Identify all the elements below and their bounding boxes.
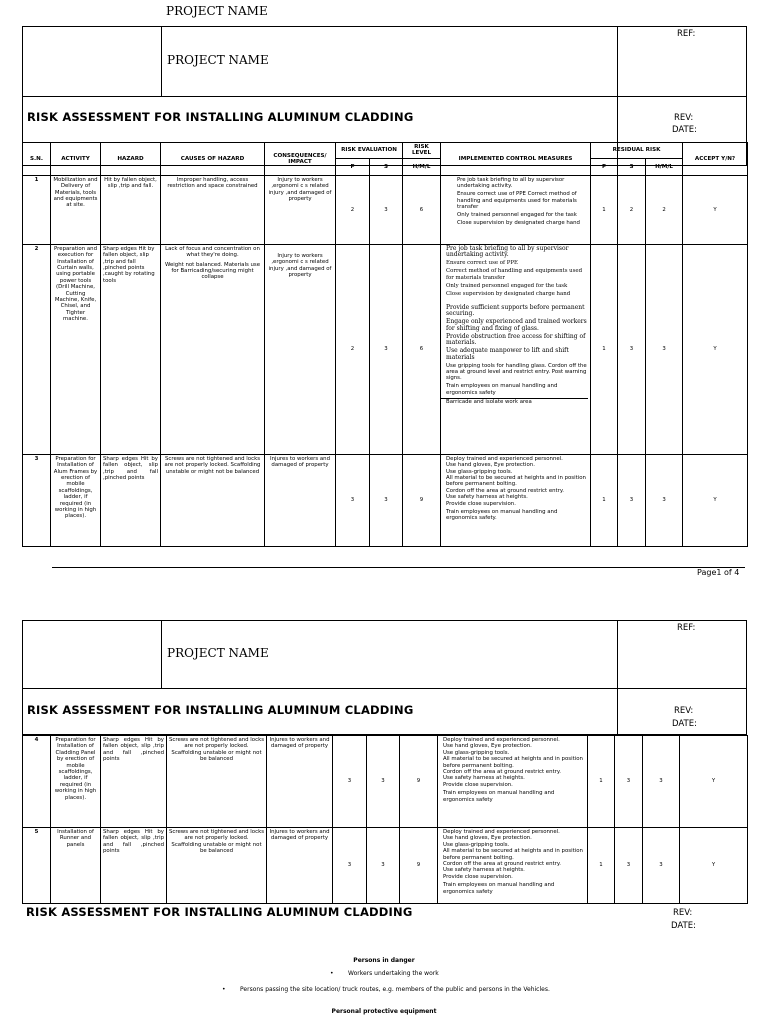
row-causes: Screws are not tightened and locks are not properly locked. Scaffolding unstable or might not be balanced <box>161 454 265 546</box>
row-res-level: 2 <box>646 175 683 244</box>
control-item: Pre job task briefing to all by supervisor undertaking activity. <box>446 244 569 259</box>
control-item: Only trained personnel engaged for the task <box>446 282 568 289</box>
row-hazard: Sharp edges Hit by fallen object, slip ,trip and fall ,pinched points <box>101 454 161 546</box>
row-sn: 5 <box>23 828 51 904</box>
header-project-name: PROJECT NAME <box>167 53 269 67</box>
footer-divider <box>52 567 745 568</box>
control-item: Use glass-gripping tools. <box>446 468 513 475</box>
control-item: Barricade and isolate work area <box>441 398 588 405</box>
date-label: DATE: <box>671 921 696 931</box>
row-causes <box>161 244 265 454</box>
control-item: Use safety harness at heights. <box>443 867 525 874</box>
row-res-level: 3 <box>643 828 680 904</box>
control-item: Close supervision by designated charge hand <box>457 220 580 227</box>
row-level: 6 <box>403 175 441 244</box>
control-item: Use safety harness at heights. <box>443 775 525 782</box>
row-s: 3 <box>367 736 400 828</box>
control-item: Use hand gloves, Eye protection. <box>443 743 532 750</box>
persons-heading: Persons in danger <box>353 957 415 964</box>
col-causes: CAUSES OF HAZARD <box>161 143 265 176</box>
row-res-s: 3 <box>618 244 646 454</box>
table-row <box>23 828 748 904</box>
rev-label: REV: <box>674 706 694 716</box>
control-item: All material to be secured at heights and in position before permanent bolting. <box>443 756 583 769</box>
row-res-p: 1 <box>591 175 618 244</box>
col-accept: ACCEPT Y/N? <box>683 143 748 176</box>
table-row <box>23 736 748 828</box>
table-row <box>23 454 748 546</box>
row-hazard: Hit by fallen object, slip ,trip and fall. <box>101 175 161 244</box>
row-consequences: Injury to workers ,ergonomi c s related injury ,and damaged of property <box>265 175 336 244</box>
header-box-2 <box>22 620 747 735</box>
page-number: Page1 of 4 <box>697 568 740 577</box>
row-p: 2 <box>336 244 370 454</box>
control-item: Use safety harness at heights. <box>446 494 528 501</box>
row-level: 6 <box>403 244 441 454</box>
row-sn: 2 <box>23 244 51 454</box>
col-hml: H/M/L <box>403 158 441 175</box>
row-p: 2 <box>336 175 370 244</box>
document-title-repeat: RISK ASSESSMENT FOR INSTALLING ALUMINUM CLADDING <box>26 905 413 919</box>
row-accept: Y <box>683 244 748 454</box>
risk-table-page1 <box>22 142 748 547</box>
col-res-s: S <box>618 158 646 175</box>
row-res-p: 1 <box>588 828 615 904</box>
row-accept: Y <box>680 736 748 828</box>
row-res-s: 3 <box>615 828 643 904</box>
control-item: Train employees on manual handling and ergonomics safety <box>443 790 555 803</box>
control-item: Train employees on manual handling and ergonomics safety. <box>446 509 558 522</box>
row-activity: Preparation for Installation of Alum Frames by erection of mobile scaffoldings, ladder, if required (in working in high places). <box>51 454 101 546</box>
row-s: 3 <box>370 244 403 454</box>
row-p: 3 <box>336 454 370 546</box>
row-p: 3 <box>333 828 367 904</box>
row-res-level: 3 <box>646 454 683 546</box>
cause-text: Weight not balanced. Materials use for Barricading/securing might collapse <box>164 261 261 281</box>
row-res-s: 3 <box>618 454 646 546</box>
row-hazard: Sharp edges Hit by fallen object, slip ,trip and fall ,pinched points ,caught by rotating tools <box>101 244 161 454</box>
row-res-p: 1 <box>591 244 618 454</box>
row-controls <box>441 454 591 546</box>
control-item: Use hand gloves, Eye protection. <box>446 462 535 469</box>
row-causes: Improper handling, access restriction and space constrained <box>161 175 265 244</box>
row-causes: Screws are not tightened and locks are not properly locked. Scaffolding unstable or might not be balanced <box>167 736 267 828</box>
col-sn: S.N. <box>23 143 51 176</box>
control-item: Train employees on manual handling and ergonomics safety <box>446 383 558 396</box>
row-level: 9 <box>400 736 438 828</box>
rev-label: REV: <box>673 908 693 918</box>
row-res-level: 3 <box>643 736 680 828</box>
control-item: Use glass-gripping tools. <box>443 841 510 848</box>
row-controls <box>438 736 588 828</box>
control-item: Provide obstruction free access for shifting of materials. <box>446 332 586 347</box>
row-level: 9 <box>400 828 438 904</box>
rev-label: REV: <box>674 113 694 123</box>
person-item: Workers undertaking the work <box>348 970 439 977</box>
control-item: Ensure correct use of PPE Correct method of handling and equipments used for materials transfer <box>457 191 577 211</box>
col-controls: IMPLEMENTED CONTROL MEASURES <box>441 143 591 176</box>
control-item: Use gripping tools for handling glass. Cordon off the area at ground level and restrict entry. Post warning signs. <box>446 362 587 382</box>
row-controls <box>438 828 588 904</box>
control-item: Provide close supervision. <box>443 781 513 788</box>
ref-label: REF: <box>677 623 696 633</box>
col-hazard: HAZARD <box>101 143 161 176</box>
col-consequences: CONSEQUENCES/ IMPACT <box>265 143 336 176</box>
row-s: 3 <box>370 175 403 244</box>
col-risk-level: RISK LEVEL <box>403 143 441 159</box>
control-item: All material to be secured at heights and in position before permanent bolting. <box>443 848 583 861</box>
row-consequences: Injures to workers and damaged of property <box>267 736 333 828</box>
table-row <box>23 244 748 454</box>
row-res-level: 3 <box>646 244 683 454</box>
col-risk-evaluation: RISK EVALUATION <box>336 143 403 159</box>
date-label: DATE: <box>672 719 697 729</box>
control-item: Ensure correct use of PPE <box>446 260 518 267</box>
row-activity: Preparation and execution for Installation of Curtain walls, using portable power tools (Drill Machine, Cutting Machine, Knife, Chisel, and Tighter machine. <box>51 244 101 454</box>
col-residual-risk: RESIDUAL RISK <box>591 143 683 159</box>
row-consequences: Injures to workers and damaged of property <box>265 454 336 546</box>
control-item: Provide close supervision. <box>443 873 513 880</box>
control-item: Provide close supervision. <box>446 500 516 507</box>
control-item: Cordon off the area at ground restrict entry. <box>443 769 562 776</box>
row-controls <box>441 175 591 244</box>
row-s: 3 <box>370 454 403 546</box>
control-item: Deploy trained and experienced personnel. <box>443 737 560 743</box>
row-accept: Y <box>680 828 748 904</box>
row-s: 3 <box>367 828 400 904</box>
row-accept: Y <box>683 454 748 546</box>
row-consequences: Injury to workers ,ergonomi c s related injury ,and damaged of property <box>265 244 336 454</box>
ppe-heading: Personal protective equipment <box>331 1008 437 1015</box>
row-res-s: 3 <box>615 736 643 828</box>
row-res-p: 1 <box>591 454 618 546</box>
control-item: Close supervision by designated charge hand <box>446 290 571 297</box>
row-activity: Mobilization and Delivery of Materials, tools and equipments at site. <box>51 175 101 244</box>
col-s: S <box>370 158 403 175</box>
control-item: Engage only experienced and trained workers for shifting and fixing of glass. <box>446 318 587 332</box>
col-res-hml: H/M/L <box>646 158 683 175</box>
bullet-icon: • <box>222 986 226 993</box>
date-label: DATE: <box>672 125 697 135</box>
row-p: 3 <box>333 736 367 828</box>
control-item: Only trained personnel engaged for the task <box>457 212 577 219</box>
risk-table-page2 <box>22 735 748 904</box>
person-item: Persons passing the site location/ truck routes, e.g. members of the public and persons in the Vehicles. <box>240 986 550 993</box>
row-sn: 1 <box>23 175 51 244</box>
row-consequences: Injures to workers and damaged of property <box>267 828 333 904</box>
control-item: Cordon off the area at ground restrict entry. <box>443 861 562 868</box>
row-activity: Preparation for Installation of Cladding Panel by erection of mobile scaffoldings, ladder, if required (in working in high places). <box>51 736 101 828</box>
control-item: Pre job task briefing to all by supervisor undertaking activity. <box>457 176 565 190</box>
row-res-p: 1 <box>588 736 615 828</box>
row-controls <box>441 244 591 454</box>
table-row <box>23 175 748 244</box>
document-title: RISK ASSESSMENT FOR INSTALLING ALUMINUM CLADDING <box>27 703 414 717</box>
row-activity: Installation of Runner and panels <box>51 828 101 904</box>
row-hazard: Sharp edges Hit by fallen object, slip ,trip and fall ,pinched points <box>101 736 167 828</box>
control-item: Use glass-gripping tools. <box>443 749 510 756</box>
row-hazard: Sharp edges Hit by fallen object, slip ,trip and fall ,pinched points <box>101 828 167 904</box>
control-item: Provide sufficient supports before permanent securing. <box>446 304 585 318</box>
row-level: 9 <box>403 454 441 546</box>
row-sn: 4 <box>23 736 51 828</box>
ref-label: REF: <box>677 29 696 39</box>
header-project-name: PROJECT NAME <box>167 646 269 660</box>
control-item: Correct method of handling and equipments used for materials transfer <box>446 268 583 281</box>
top-project-name: PROJECT NAME <box>166 4 268 18</box>
control-item: Deploy trained and experienced personnel. <box>446 455 563 462</box>
row-causes: Screws are not tightened and locks are not properly locked. Scaffolding unstable or might not be balanced <box>167 828 267 904</box>
col-res-p: P <box>591 158 618 175</box>
control-item: Cordon off the area at ground restrict entry. <box>446 487 565 494</box>
cause-text: Lack of focus and concentration on what they're doing. <box>165 245 260 259</box>
col-activity: ACTIVITY <box>51 143 101 176</box>
control-item: All material to be secured at heights and in position before permanent bolting. <box>446 475 586 488</box>
bullet-icon: • <box>330 970 334 977</box>
document-title: RISK ASSESSMENT FOR INSTALLING ALUMINUM CLADDING <box>27 110 414 124</box>
row-sn: 3 <box>23 454 51 546</box>
control-item: Use adequate manpower to lift and shift materials <box>446 347 569 361</box>
control-item: Use hand gloves, Eye protection. <box>443 835 532 842</box>
row-res-s: 2 <box>618 175 646 244</box>
control-item: Deploy trained and experienced personnel. <box>443 829 560 835</box>
row-accept: Y <box>683 175 748 244</box>
col-p: P <box>336 158 370 175</box>
control-item: Train employees on manual handling and ergonomics safety <box>443 882 555 895</box>
